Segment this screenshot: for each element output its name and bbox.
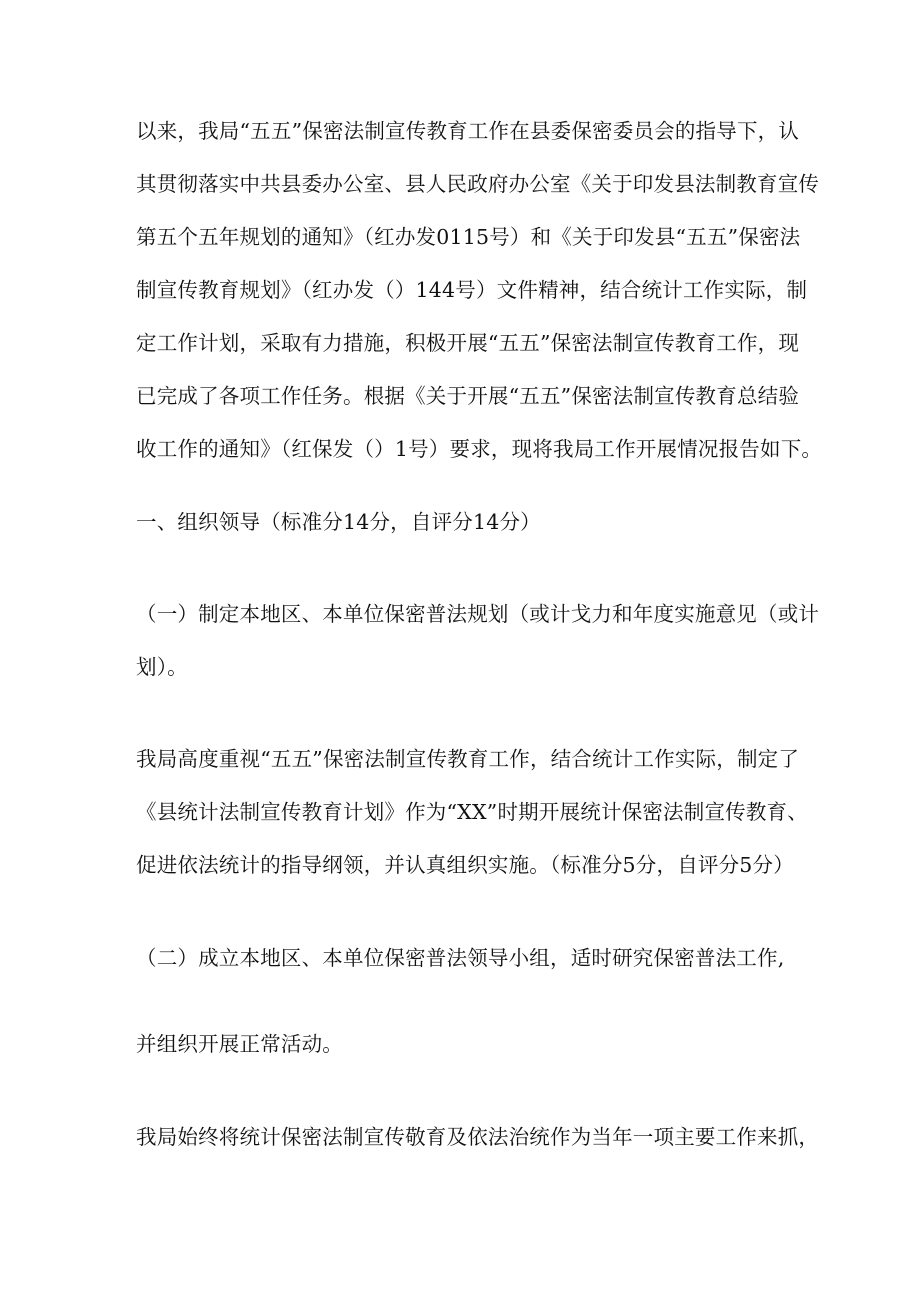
intro-line: 制宣传教育规划》（红办发（）144号）文件精神，结合统计工作实际，制 xyxy=(136,278,808,302)
intro-line: 收工作的通知》（红保发（）1号）要求，现将我局工作开展情况报告如下。 xyxy=(136,437,823,461)
paragraph-line: 我局高度重视“五五”保密法制宣传教育工作，结合统计工作实际，制定了 xyxy=(136,747,800,771)
item-heading: 划）。 xyxy=(136,655,188,679)
item-heading: （一）制定本地区、本单位保密普法规划（或计戈力和年度实施意见（或计 xyxy=(136,602,820,626)
section-heading: 一、组织领导（标准分14分，自评分14分） xyxy=(136,510,541,534)
intro-line: 以来，我局“五五”保密法制宣传教育工作在县委保密委员会的指导下，认 xyxy=(136,119,800,143)
intro-line: 已完成了各项工作任务。根据《关于开展“五五”保密法制宣传教育总结验 xyxy=(136,384,800,408)
intro-line: 定工作计划，采取有力措施，积极开展“五五”保密法制宣传教育工作，现 xyxy=(136,331,800,355)
item-heading: （二）成立本地区、本单位保密普法领导小组，适时研究保密普法工作, xyxy=(136,946,785,970)
item-heading: 并组织开展正常活动。 xyxy=(136,1032,343,1056)
paragraph-line: 《县统计法制宣传教育计划》作为“XX”时期开展统计保密法制宣传教育、 xyxy=(136,800,808,824)
paragraph-line: 促进依法统计的指导纲领，并认真组织实施。（标准分5分，自评分5分） xyxy=(136,853,794,877)
intro-line: 第五个五年规划的通知》（红办发0115号）和《关于印发县“五五”保密法 xyxy=(136,225,801,249)
intro-line: 其贯彻落实中共县委办公室、县人民政府办公室《关于印发县法制教育宣传 xyxy=(136,172,820,196)
paragraph-line: 我局始终将统计保密法制宣传敬育及依法治统作为当年一项主要工作来抓， xyxy=(136,1125,820,1149)
